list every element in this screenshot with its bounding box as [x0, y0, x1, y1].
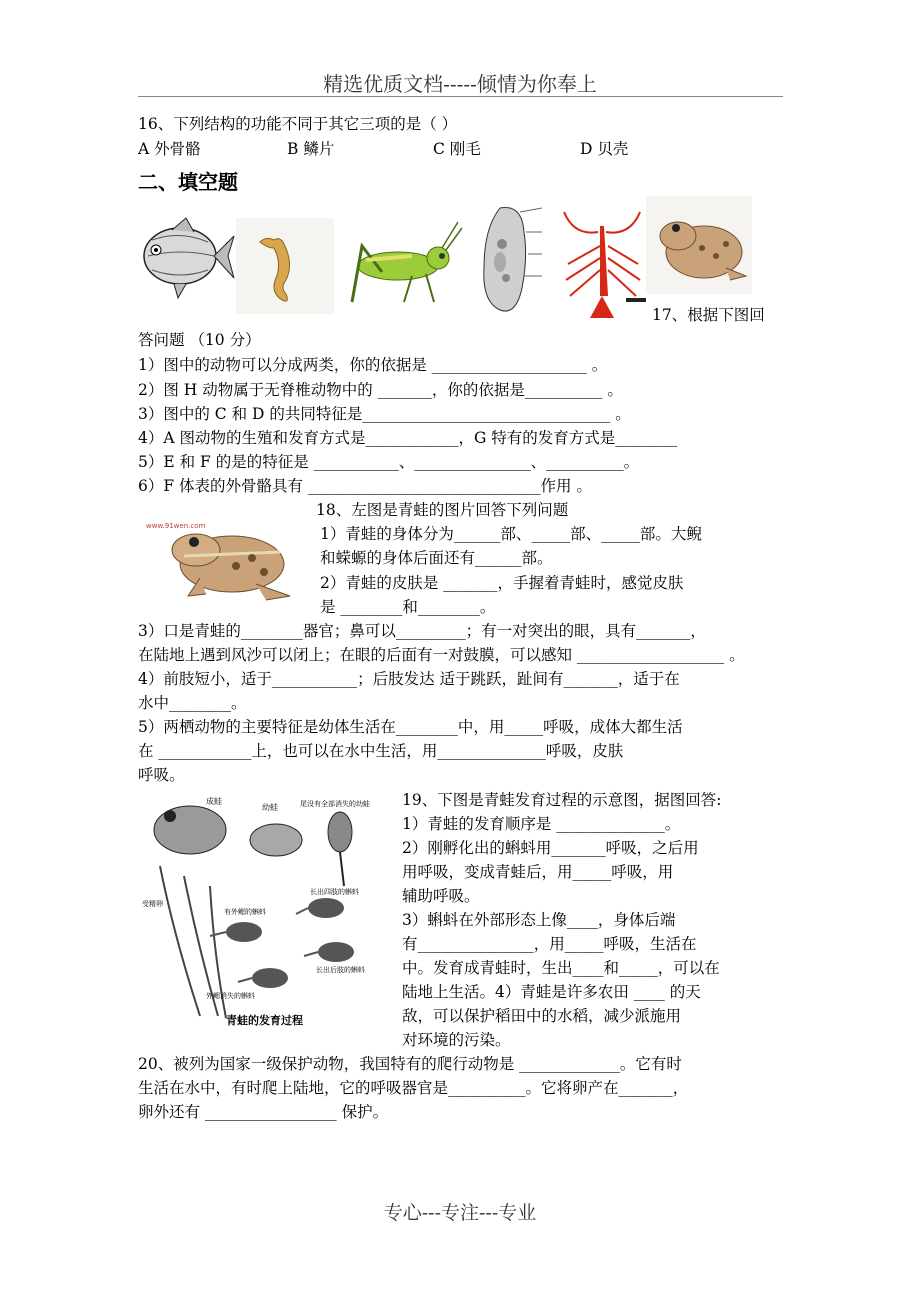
label-adult-frog: 成蛙	[206, 797, 222, 806]
frog-image-large	[140, 508, 310, 608]
q17-item-4: 4）A 图动物的生殖和发育方式是____________，G 特有的发育方式是________	[138, 429, 678, 447]
label-young-frog: 幼蛙	[262, 803, 278, 812]
frog-development-diagram	[140, 786, 380, 1032]
q17-intro-b: 答问题 （10 分）	[138, 331, 261, 349]
q17-item-5: 5）E 和 F 的是的特征是 ___________、_______________、__________。	[138, 453, 640, 471]
page-footer: 专心---专注---专业	[383, 1202, 537, 1224]
page-header: 精选优质文档-----倾情为你奉上	[323, 72, 597, 96]
q20-line-3: 卵外还有 _________________ 保护。	[138, 1103, 389, 1121]
q18-line-5: 是 ________和________。	[320, 598, 496, 616]
q19-line-11: 对环境的污染。	[402, 1031, 511, 1049]
q18-line-7: 在陆地上遇到风沙可以闭上；在眼的后面有一对鼓膜，可以感知 ___________________ 。	[138, 646, 745, 664]
frog-watermark: www.91wen.com	[146, 522, 206, 530]
q18-line-2: 1）青蛙的身体分为______部、_____部、_____部。大鲵	[320, 525, 702, 543]
q16-stem: 16、下列结构的功能不同于其它三项的是（ ）	[138, 115, 458, 133]
q18-line-9: 水中________。	[138, 694, 247, 712]
q17-item-6: 6）F 体表的外骨骼具有 ______________________________作用 。	[138, 477, 592, 495]
q18-line-3: 和蝾螈的身体后面还有______部。	[320, 549, 553, 567]
q17-intro-a: 17、根据下图回	[652, 306, 765, 324]
label-four-limb-tadpole: 长出四肢的蝌蚪	[310, 888, 359, 896]
frog-image-small	[646, 196, 752, 294]
q19-line-5: 辅助呼吸。	[402, 887, 480, 905]
q16-option-c: C 刚毛	[433, 140, 481, 158]
q19-line-6: 3）蝌蚪在外部形态上像____，身体后端	[402, 911, 676, 929]
q17-item-3: 3）图中的 C 和 D 的共同特征是________________________________ 。	[138, 405, 631, 423]
q20-line-2: 生活在水中，有时爬上陆地，它的呼吸器官是__________。它将卵产在_______，	[138, 1079, 689, 1097]
q16-option-d: D 贝壳	[580, 140, 629, 158]
q19-line-7: 有_______________，用_____呼吸，生活在	[402, 935, 697, 953]
q19-line-4: 用呼吸，变成青蛙后，用_____呼吸，用	[402, 863, 674, 881]
q19-line-10: 敌，可以保护稻田中的水稻，减少派施用	[402, 1007, 682, 1025]
grasshopper-image	[342, 216, 464, 316]
seahorse-image	[236, 218, 334, 314]
label-tail-frog: 尾没有全部消失的幼蛙	[300, 800, 370, 808]
q18-line-6: 3）口是青蛙的________器官；鼻可以_________；有一对突出的眼，具有_______，	[138, 622, 706, 640]
q18-line-8: 4）前肢短小，适于___________；后肢发达 适于跳跃，趾间有_______，适于在	[138, 670, 680, 688]
q19-line-9: 陆地上生活。4）青蛙是许多农田 ____ 的天	[402, 983, 701, 1001]
q19-line-2: 1）青蛙的发育顺序是 ______________。	[402, 815, 681, 833]
q18-line-1: 18、左图是青蛙的图片回答下列问题	[316, 501, 569, 519]
q17-item-1: 1）图中的动物可以分成两类，你的依据是 ____________________ 。	[138, 356, 608, 374]
q20-line-1: 20、被列为国家一级保护动物，我国特有的爬行动物是 _____________。它有时	[138, 1055, 682, 1073]
lobster-image	[554, 206, 648, 328]
label-fertilized-egg: 受精卵	[142, 900, 163, 908]
label-hind-limb-tadpole: 长出后肢的蝌蚪	[316, 966, 365, 974]
q18-line-10: 5）两栖动物的主要特征是幼体生活在________中，用_____呼吸，成体大都生活	[138, 718, 683, 736]
label-gill-lost-tadpole: 外鳃消失的蝌蚪	[206, 992, 255, 1000]
paramecium-image	[470, 198, 546, 322]
q18-line-11: 在 ____________上，也可以在水中生活，用______________呼吸，皮肤	[138, 742, 624, 760]
header-divider	[138, 96, 783, 97]
q16-option-a: A 外骨骼	[138, 140, 201, 158]
q18-line-12: 呼吸。	[138, 766, 185, 784]
q16-option-b: B 鳞片	[287, 140, 335, 158]
q19-line-1: 19、下图是青蛙发育过程的示意图，据图回答:	[402, 791, 722, 809]
q19-line-8: 中。发育成青蛙时，生出____和_____，可以在	[402, 959, 720, 977]
q18-line-4: 2）青蛙的皮肤是 _______，手握着青蛙时，感觉皮肤	[320, 574, 684, 592]
label-external-gill-tadpole: 有外鳃的蝌蚪	[224, 908, 266, 916]
fish-image	[138, 210, 236, 302]
q17-item-2: 2）图 H 动物属于无脊椎动物中的 _______，你的依据是__________ 。	[138, 381, 623, 399]
q19-line-3: 2）刚孵化出的蝌蚪用_______呼吸，之后用	[402, 839, 699, 857]
diagram-caption: 青蛙的发育过程	[226, 1014, 303, 1027]
section-title: 二、填空题	[138, 170, 238, 194]
